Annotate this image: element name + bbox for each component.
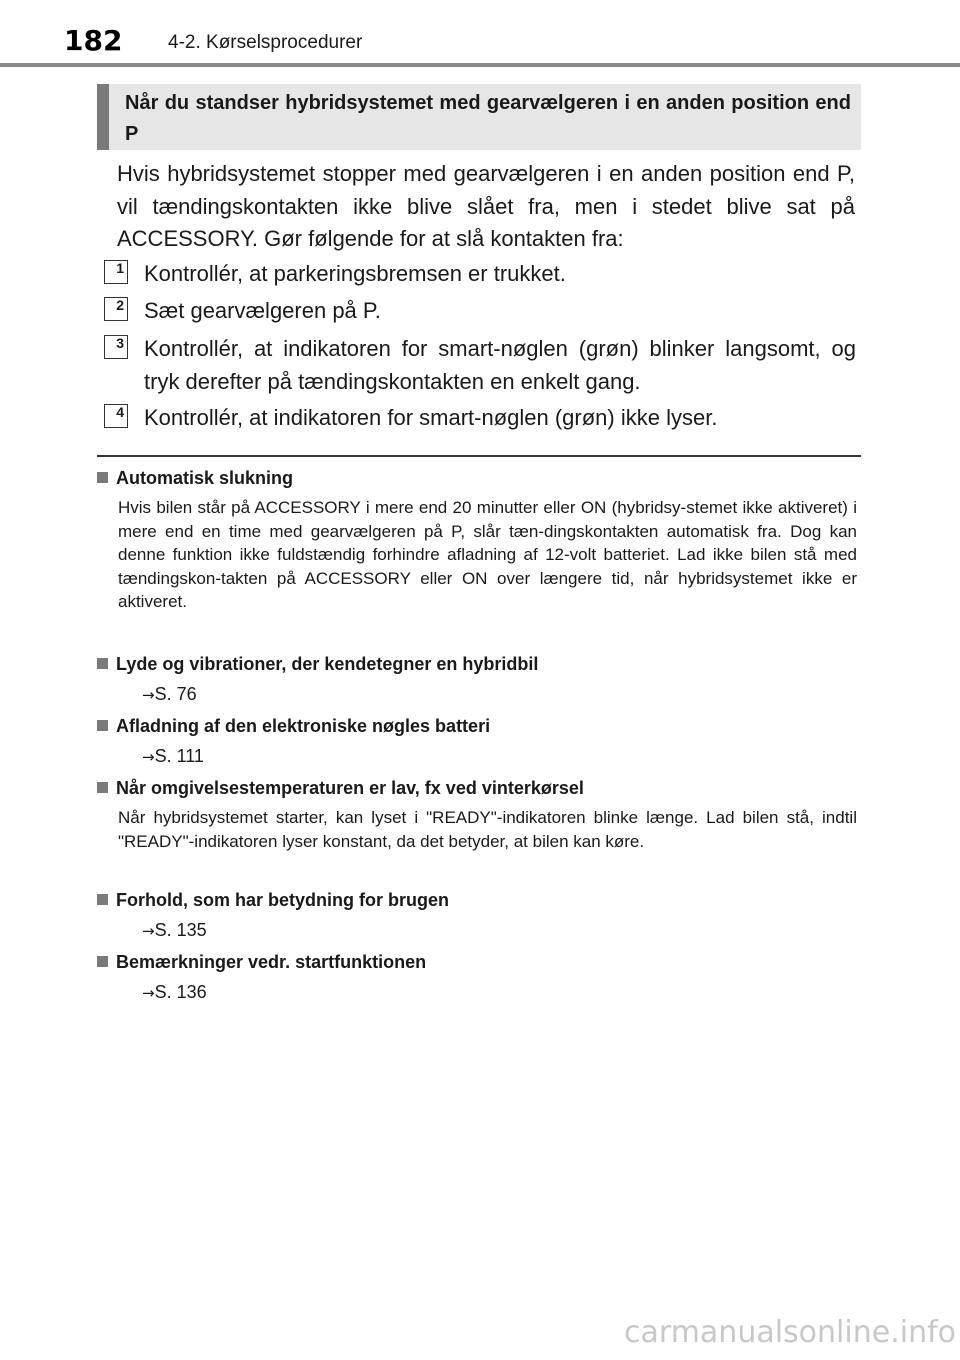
step-text: Kontrollér, at parkeringsbremsen er trukket.: [144, 261, 566, 286]
section-heading-box: [97, 84, 861, 150]
page-reference: [142, 744, 857, 769]
note-heading: [97, 466, 857, 490]
chapter-title: 4-2. Kørselsprocedurer: [168, 32, 363, 53]
arrow-icon: →: [142, 922, 155, 940]
note-start-function: [97, 950, 857, 1005]
section-title: Når du standser hybridsystemet med gearvælgeren i en anden position end P: [125, 92, 851, 145]
step-number-badge: 1: [104, 260, 128, 284]
arrow-icon: →: [142, 984, 155, 1002]
step-1: [104, 258, 856, 291]
page-reference-text: S. 135: [154, 920, 207, 940]
square-bullet-icon: [97, 720, 108, 731]
square-bullet-icon: [97, 782, 108, 793]
section-divider: [97, 455, 861, 457]
note-heading: [97, 652, 857, 676]
step-number-badge: 2: [104, 297, 128, 321]
page-number: 182: [64, 24, 123, 57]
page-reference: [142, 682, 857, 707]
page-reference: [142, 980, 857, 1005]
note-heading-text: Lyde og vibrationer, der kendetegner en hybridbil: [116, 654, 539, 674]
note-usage-conditions: [97, 888, 857, 943]
arrow-icon: →: [142, 748, 155, 766]
note-heading-text: Bemærkninger vedr. startfunktionen: [116, 952, 427, 972]
arrow-icon: →: [142, 686, 155, 704]
note-heading-text: Afladning af den elektroniske nøgles batteri: [116, 716, 491, 736]
step-text: Kontrollér, at indikatoren for smart-nøglen (grøn) blinker langsomt, og tryk derefter på tændingskontakten en enkelt gang.: [144, 336, 856, 394]
step-4: [104, 402, 856, 435]
step-text: Kontrollér, at indikatoren for smart-nøglen (grøn) ikke lyser.: [144, 405, 718, 430]
square-bullet-icon: [97, 658, 108, 669]
page-reference-text: S. 136: [154, 982, 207, 1002]
step-number-badge: 4: [104, 404, 128, 428]
step-2: [104, 295, 856, 328]
note-key-battery: [97, 714, 857, 769]
note-body: Når hybridsystemet starter, kan lyset i "READY"-indikatoren blinke længe. Lad bilen stå, indtil "READY"-indikatoren lyser konstant, da det betyder, at bilen kan køre.: [118, 808, 857, 851]
note-sounds-vibrations: [97, 652, 857, 707]
page-reference: [142, 918, 857, 943]
watermark: carmanualsonline.info: [624, 1315, 956, 1350]
step-number-badge: 3: [104, 335, 128, 359]
note-heading-text: Forhold, som har betydning for brugen: [116, 890, 449, 910]
note-heading-text: Automatisk slukning: [116, 468, 294, 488]
note-heading: [97, 714, 857, 738]
section-intro: Hvis hybridsystemet stopper med gearvælgeren i en anden position end P, vil tændingskontakten ikke blive slået fra, men i stedet blive sat på ACCESSORY. Gør følgende for at slå kontakten fra:: [117, 161, 855, 251]
step-text: Sæt gearvælgeren på P.: [144, 298, 381, 323]
note-low-temperature: [97, 776, 857, 853]
step-3: [104, 333, 856, 398]
square-bullet-icon: [97, 956, 108, 967]
page-reference-text: S. 111: [154, 746, 204, 766]
note-automatic-shutoff: [97, 466, 857, 614]
note-heading: [97, 888, 857, 912]
square-bullet-icon: [97, 894, 108, 905]
page-reference-text: S. 76: [154, 684, 197, 704]
note-body: Hvis bilen står på ACCESSORY i mere end 20 minutter eller ON (hybridsy-stemet ikke aktiveret) i mere end en time med gearvælgeren på P, slår tæn-dingskontakten automatisk fra. Dog kan denne funktion ikke fuldstændig forhindre afladning af 12-volt batteriet. Lad ikke bilen stå med tændingskon-takten på ACCESSORY eller ON over længere tid, når hybridsystemet ikke er aktiveret.: [118, 498, 857, 611]
note-heading: [97, 950, 857, 974]
square-bullet-icon: [97, 472, 108, 483]
note-heading-text: Når omgivelsestemperaturen er lav, fx ved vinterkørsel: [116, 778, 584, 798]
note-heading: [97, 776, 857, 800]
header-rule: [0, 63, 960, 67]
